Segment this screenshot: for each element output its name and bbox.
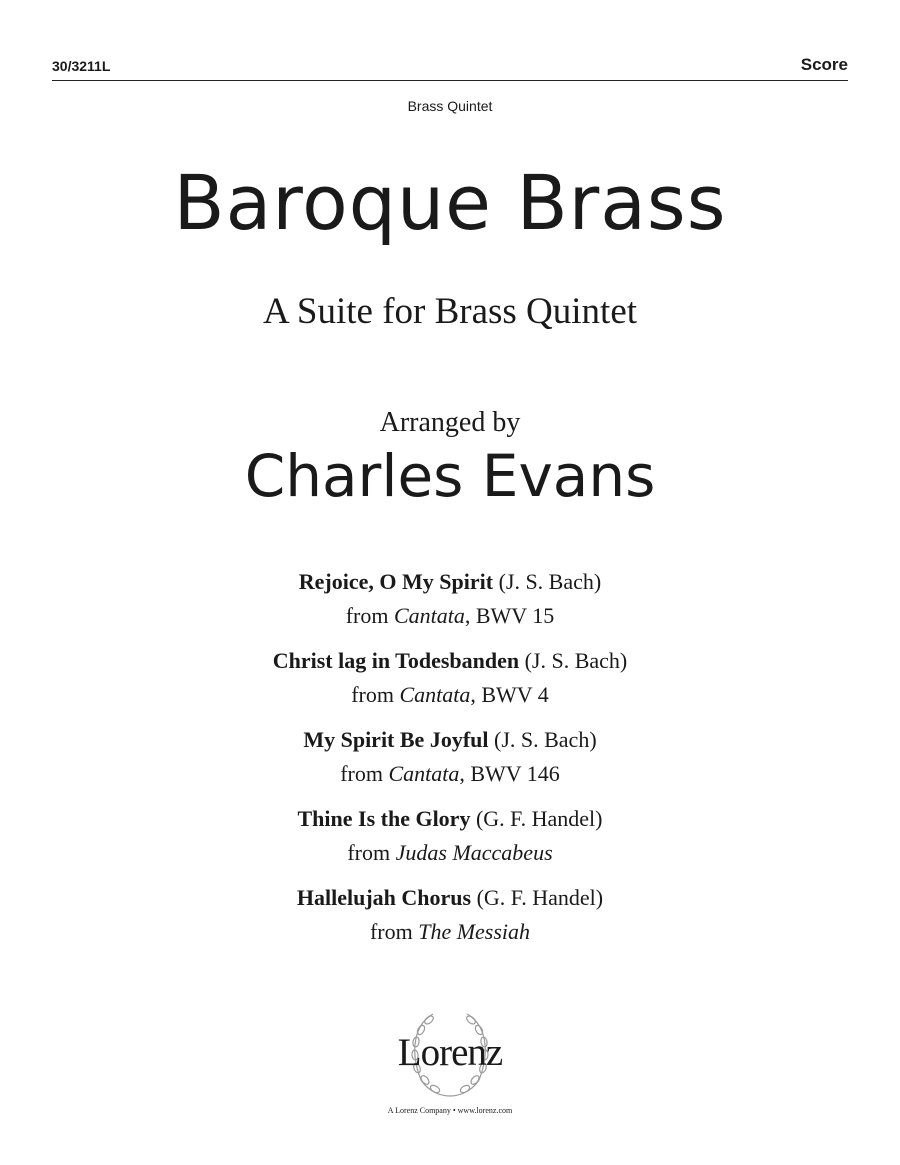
- arranged-by-label: Arranged by: [379, 407, 521, 438]
- ensemble-label: Brass Quintet: [407, 98, 493, 114]
- piece-source: Judas Maccabeus: [395, 840, 553, 865]
- piece-entry: [0, 565, 900, 633]
- piece-from: from: [347, 840, 396, 865]
- page-header: [52, 56, 848, 81]
- piece-from: from: [340, 761, 389, 786]
- piece-composer: (J. S. Bach): [493, 569, 602, 594]
- piece-title: Thine Is the Glory: [297, 806, 471, 831]
- piece-entry: [0, 723, 900, 791]
- piece-entry: [0, 881, 900, 949]
- piece-entry: [0, 802, 900, 870]
- catalog-number: 30/3211L: [52, 58, 111, 74]
- piece-title: Rejoice, O My Spirit: [298, 569, 494, 594]
- piece-title: Hallelujah Chorus: [296, 885, 472, 910]
- piece-source: Cantata: [393, 603, 465, 628]
- piece-entry: [0, 644, 900, 712]
- piece-from: from: [345, 603, 394, 628]
- piece-title: Christ lag in Todesbanden: [272, 648, 520, 673]
- logo-wordmark: Lorenz: [397, 1031, 503, 1074]
- piece-composer: (G. F. Handel): [471, 885, 604, 910]
- edition-label: Score: [800, 55, 848, 74]
- piece-source: The Messiah: [418, 919, 531, 944]
- piece-composer: (J. S. Bach): [488, 727, 597, 752]
- page-title: Baroque Brass: [173, 158, 727, 247]
- piece-from: from: [369, 919, 419, 944]
- piece-source-suffix: , BWV 4: [470, 682, 549, 707]
- arranger-name: Charles Evans: [244, 442, 656, 510]
- piece-source-suffix: , BWV 15: [464, 603, 555, 628]
- piece-composer: (G. F. Handel): [470, 806, 603, 831]
- publisher-footer: A Lorenz Company • www.lorenz.com: [387, 1106, 513, 1115]
- piece-source: Cantata: [399, 682, 471, 707]
- piece-source-suffix: , BWV 146: [459, 761, 560, 786]
- publisher-logo: [385, 1010, 515, 1100]
- piece-source: Cantata: [388, 761, 460, 786]
- piece-composer: (J. S. Bach): [519, 648, 628, 673]
- piece-from: from: [351, 682, 400, 707]
- contents-list: [0, 565, 900, 960]
- subtitle: A Suite for Brass Quintet: [262, 291, 638, 332]
- piece-title: My Spirit Be Joyful: [303, 727, 489, 752]
